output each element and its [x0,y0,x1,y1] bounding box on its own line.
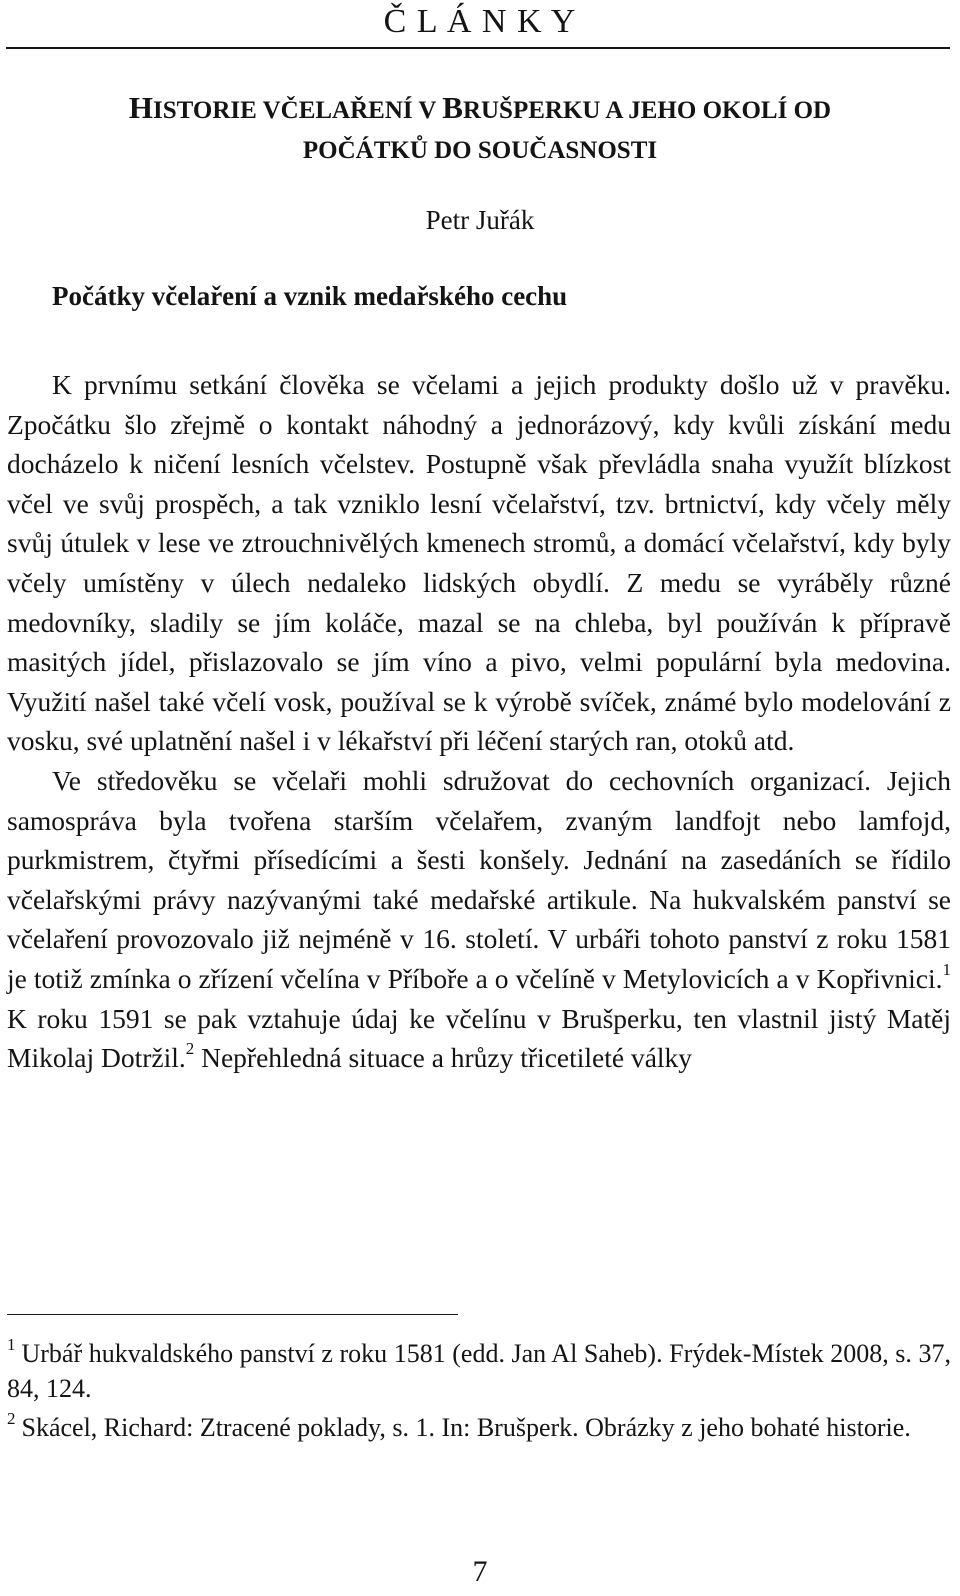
article-body [7,365,951,1078]
footnote-ref-2[interactable]: 2 [185,1039,195,1059]
footnote-1 [7,1336,951,1406]
title-cap-h: H [128,90,154,125]
footnote-number-1: 1 [7,1335,16,1354]
footnote-number-2: 2 [7,1409,16,1428]
footnote-2 [7,1410,951,1445]
title-cap-b: B [442,90,463,125]
article-title-line-2: POČÁTKŮ DO SOUČASNOSTI [302,137,658,164]
footnotes [7,1336,951,1449]
header-rule [6,47,950,49]
section-subheading: Počátky včelaření a vznik medařského cechu [52,281,568,311]
page-number: 7 [472,1555,488,1588]
article-title-line-1 [0,91,960,128]
paragraph-2-text-b: K roku 1591 se pak vztahuje údaj ke včelínu v Brušperku, ten vlastnil jistý Matěj Mikolaj Dotržil. [7,1002,951,1074]
paragraph-2-text-c: Nepřehledná situace a hrůzy třicetileté války [194,1042,693,1074]
title-text-2: RUŠPERKU A JEHO OKOLÍ OD [462,97,832,124]
paragraph-1: K prvnímu setkání člověka se včelami a jejich produkty došlo už v pravěku. Zpočátku šlo zřejmě o kontakt náhodný a jednorázový, kdy kvůli získání medu docházelo k ničení lesních včelstev. Postupně však převládla snaha využít blízkost včel ve svůj prospěch, a tak vzniklo lesní včelařství, tzv. brtnictví, kdy včely měly svůj útulek v lese ve ztrouchnivělých kmenech stromů, a domácí včelařství, kdy byly včely umístěny v úlech nedaleko lidských obydlí. Z medu se vyráběly různé medovníky, sladily se jím koláče, mazal se na chleba, byl používán k přípravě masitých jídel, přislazovalo se jím víno a pivo, velmi populární byla medovina. Využití našel také včelí vosk, používal se k výrobě svíček, známé bylo modelování z vosku, své uplatnění našel i v lékařství při léčení starých ran, otoků atd. [7,369,951,757]
paragraph-2-text-a: Ve středověku se včelaři mohli sdružovat do cechovních organizací. Jejich samospráva byla tvořena starším včelařem, zvaným landfojt nebo lamfojd, purkmistrem, čtyřmi přísedícími a šesti konšely. Jednání na zasedáních se řídilo včelařskými právy nazývanými také medařské artikule. Na hukvalském panství se včelaření provozovalo již nejméně v 16. století. V urbáři tohoto panství z roku 1581 je totiž zmínka o zřízení včelína v Příboře a o včelíně v Metylovicích a v Kopřivnici. [7,764,951,994]
section-title: Č L Á N K Y [383,3,577,40]
footnote-separator [7,1314,458,1315]
title-text-1: ISTORIE VČELAŘENÍ V [153,97,443,124]
footnote-text-2: Skácel, Richard: Ztracené poklady, s. 1. In: Brušperk. Obrázky z jeho bohaté historie. [21,1413,911,1442]
footnote-ref-1[interactable]: 1 [942,959,951,979]
paragraph-2 [7,761,951,1078]
footnote-text-1: Urbář hukvaldského panství z roku 1581 (edd. Jan Al Saheb). Frýdek-Místek 2008, s. 37, 84, 124. [7,1339,951,1403]
author-name: Petr Juřák [425,205,535,235]
